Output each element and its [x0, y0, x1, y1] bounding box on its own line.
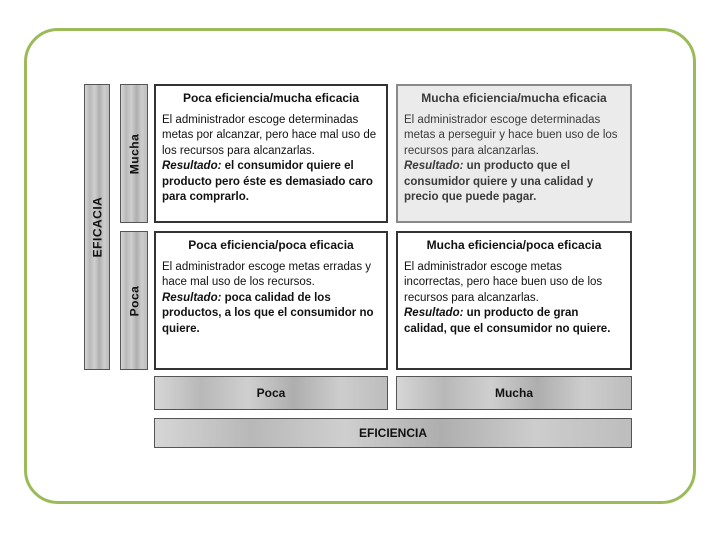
quadrant-result [404, 306, 624, 337]
result-text: un producto de gran calidad, que el consumidor no quiere. [404, 307, 611, 335]
result-text: el consumidor quiere el producto pero éste es demasiado caro para comprarlo. [162, 160, 373, 203]
quadrant-low-efficiency-high-efficacy [154, 84, 388, 223]
quadrant-high-efficiency-low-efficacy [396, 231, 632, 370]
quadrant-title: Poca eficiencia/mucha eficacia [182, 91, 360, 105]
result-label: Resultado: [404, 307, 464, 319]
efficacy-axis-bar [84, 84, 110, 370]
efficiency-low-bar [154, 376, 388, 410]
result-label: Resultado: [162, 291, 222, 304]
efficiency-efficacy-matrix [84, 84, 632, 450]
quadrant-result [162, 291, 380, 338]
quadrant-high-efficiency-high-efficacy [396, 84, 632, 223]
quadrant-low-efficiency-low-efficacy [154, 231, 388, 370]
efficacy-high-label: Mucha [127, 133, 142, 174]
result-text: poca calidad de los productos, a los que el consumidor no quiere. [162, 291, 374, 335]
efficiency-high-label: Mucha [494, 386, 533, 400]
result-text: un producto que el consumidor quiere y una calidad y precio que puede pagar. [404, 160, 594, 203]
efficiency-axis-title: EFICIENCIA [358, 426, 427, 440]
efficacy-axis-title: EFICACIA [90, 196, 105, 258]
quadrant-description: El administrador escoge metas incorrectas, pero hace buen uso de los recursos para alcanzarlas. [404, 260, 603, 304]
quadrant-title: Mucha eficiencia/poca eficacia [426, 238, 602, 252]
result-label: Resultado: [162, 160, 222, 172]
quadrant-description: El administrador escoge metas erradas y hace mal uso de los recursos. [162, 260, 372, 288]
quadrant-result [404, 159, 624, 206]
efficiency-low-label: Poca [256, 386, 286, 400]
efficacy-low-bar [120, 231, 148, 370]
efficiency-high-bar [396, 376, 632, 410]
quadrant-description: El administrador escoge determinadas metas por alcanzar, pero hace mal uso de los recursos para alcanzarlas. [162, 113, 377, 157]
quadrant-title: Poca eficiencia/poca eficacia [188, 238, 354, 252]
efficacy-high-bar [120, 84, 148, 223]
result-label: Resultado: [404, 160, 464, 172]
quadrant-title: Mucha eficiencia/mucha eficacia [421, 91, 607, 105]
efficacy-low-label: Poca [127, 285, 141, 316]
quadrant-result [162, 159, 380, 206]
efficiency-axis-bar [154, 418, 632, 448]
quadrant-description: El administrador escoge determinadas metas a perseguir y hace buen uso de los recursos para alcanzarlas. [404, 113, 618, 157]
